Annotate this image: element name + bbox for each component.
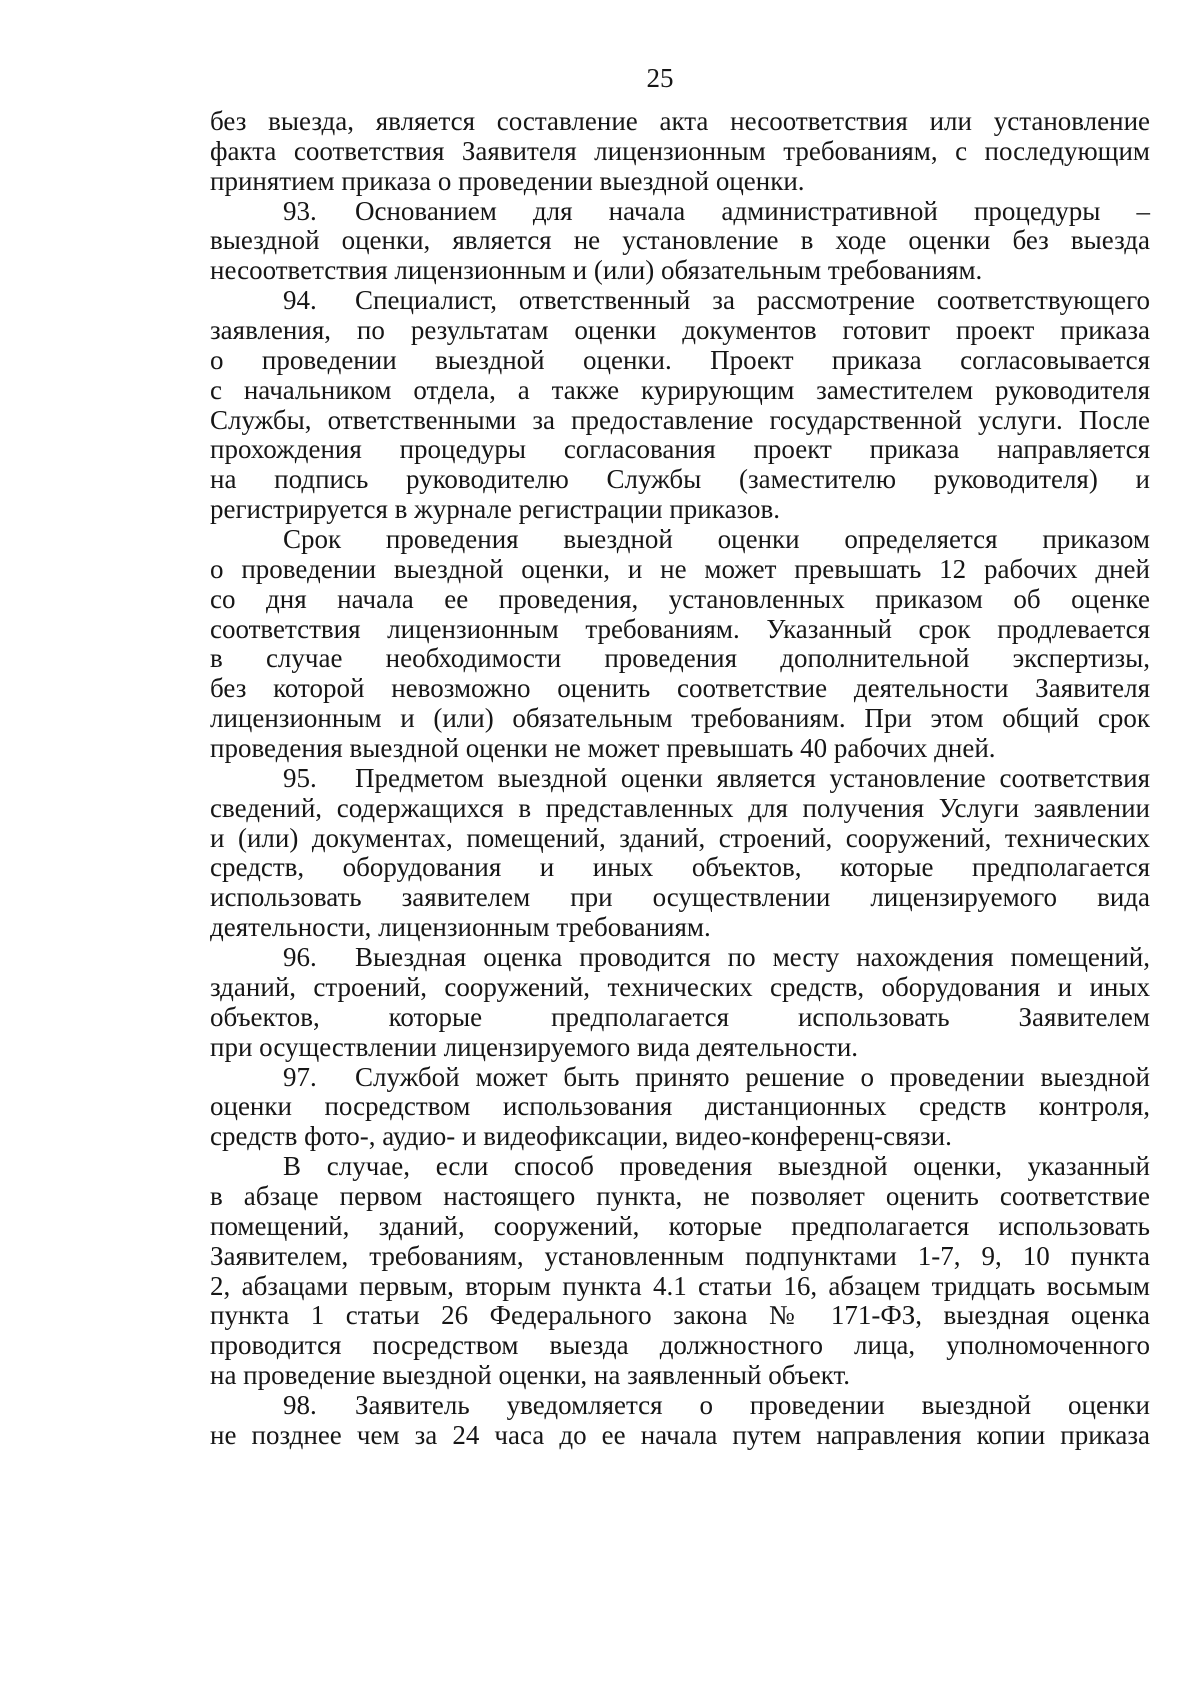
text-line: объектов, которые предполагается использовать Заявителем: [210, 1001, 1150, 1032]
text-line: выездной оценки, является не установление в ходе оценки без выезда: [210, 225, 1150, 256]
text-line: без выезда, является составление акта несоответствия или установление: [210, 106, 1150, 136]
paragraph-98: [210, 1391, 1150, 1451]
text-line: о проведении выездной оценки. Проект приказа согласовывается: [210, 344, 1150, 375]
text-line: [210, 286, 1150, 316]
paragraph-number: 93.: [283, 195, 317, 226]
paragraph-93: [210, 197, 1150, 287]
text-line: в абзаце первом настоящего пункта, не позволяет оценить соответствие: [210, 1180, 1150, 1211]
text-line: В случае, если способ проведения выездной оценки, указанный: [283, 1151, 1150, 1182]
text-line: средств фото-, аудио- и видеофиксации, видео-конференц-связи.: [210, 1121, 952, 1152]
text-line: о проведении выездной оценки, и не может превышать 12 рабочих дней: [210, 553, 1150, 584]
line-text: Заявитель уведомляется о проведении выездной оценки: [355, 1389, 1150, 1420]
paragraph-number: 94.: [283, 285, 317, 316]
text-line: заявления, по результатам оценки документов готовит проект приказа: [210, 315, 1150, 346]
text-line: в случае необходимости проведения дополнительной экспертизы,: [210, 643, 1150, 674]
line-text: Службой может быть принято решение о проведении выездной: [355, 1061, 1150, 1092]
text-line: [210, 1391, 1150, 1421]
text-line: использовать заявителем при осуществлении лицензируемого вида: [210, 882, 1150, 913]
text-line: Заявителем, требованиям, установленным подпунктами 1-7, 9, 10 пункта: [210, 1240, 1150, 1271]
paragraph-number: 98.: [283, 1389, 317, 1420]
text-line: факта соответствия Заявителя лицензионным требованиям, с последующим: [210, 135, 1150, 166]
text-line: не позднее чем за 24 часа до ее начала путем направления копии приказа: [210, 1419, 1150, 1450]
paragraph-96: [210, 943, 1150, 1062]
paragraph-term: [210, 525, 1150, 764]
text-line: несоответствия лицензионным и (или) обязательным требованиям.: [210, 255, 983, 286]
line-text: Выездная оценка проводится по месту нахождения помещений,: [355, 942, 1150, 973]
paragraph-number: 97.: [283, 1061, 317, 1092]
text-line: регистрируется в журнале регистрации приказов.: [210, 494, 780, 525]
text-line: [210, 197, 1150, 227]
text-line: со дня начала ее проведения, установленных приказом об оценке: [210, 583, 1150, 614]
text-line: без которой невозможно оценить соответствие деятельности Заявителя: [210, 673, 1150, 704]
paragraph-number: 96.: [283, 942, 317, 973]
text-line: проводится посредством выезда должностного лица, уполномоченного: [210, 1330, 1150, 1361]
text-line: сведений, содержащихся в представленных для получения Услуги заявлении: [210, 792, 1150, 823]
paragraph-continuation: [210, 107, 1150, 197]
text-line: соответствия лицензионным требованиям. Указанный срок продлевается: [210, 613, 1150, 644]
text-line: [210, 943, 1150, 973]
text-line: и (или) документах, помещений, зданий, строений, сооружений, технических: [210, 822, 1150, 853]
text-line: проведения выездной оценки не может превышать 40 рабочих дней.: [210, 733, 996, 764]
text-line: 2, абзацами первым, вторым пункта 4.1 статьи 16, абзацем тридцать восьмым: [210, 1270, 1150, 1301]
line-text: Предметом выездной оценки является установление соответствия: [355, 762, 1150, 793]
paragraph-number: 95.: [283, 762, 317, 793]
text-line: с начальником отдела, а также курирующим заместителем руководителя: [210, 374, 1150, 405]
text-line: пункта 1 статьи 26 Федерального закона № 171-ФЗ, выездная оценка: [210, 1300, 1150, 1331]
line-text: Основанием для начала административной процедуры –: [355, 195, 1150, 226]
text-line: оценки посредством использования дистанционных средств контроля,: [210, 1091, 1150, 1122]
text-line: прохождения процедуры согласования проект приказа направляется: [210, 434, 1150, 465]
paragraph-97: [210, 1063, 1150, 1153]
paragraph-94: [210, 286, 1150, 525]
text-line: [210, 1063, 1150, 1093]
text-line: Срок проведения выездной оценки определяется приказом: [283, 524, 1150, 555]
text-line: Службы, ответственными за предоставление государственной услуги. После: [210, 404, 1150, 435]
text-line: на подпись руководителю Службы (заместителю руководителя) и: [210, 464, 1150, 495]
text-line: лицензионным и (или) обязательным требованиям. При этом общий срок: [210, 703, 1150, 734]
page-number: 25: [646, 63, 674, 93]
text-line: при осуществлении лицензируемого вида деятельности.: [210, 1031, 859, 1062]
text-line: средств, оборудования и иных объектов, которые предполагается: [210, 852, 1150, 883]
text-line: на проведение выездной оценки, на заявленный объект.: [210, 1360, 851, 1391]
text-line: зданий, строений, сооружений, технических средств, оборудования и иных: [210, 971, 1150, 1002]
text-line: [210, 764, 1150, 794]
paragraph-remote-case: [210, 1152, 1150, 1391]
text-line: принятием приказа о проведении выездной оценки.: [210, 165, 805, 196]
document-body: [210, 107, 1150, 1451]
text-line: деятельности, лицензионным требованиям.: [210, 912, 711, 943]
text-line: помещений, зданий, сооружений, которые предполагается использовать: [210, 1210, 1150, 1241]
line-text: Специалист, ответственный за рассмотрение соответствующего: [355, 285, 1150, 316]
paragraph-95: [210, 764, 1150, 943]
